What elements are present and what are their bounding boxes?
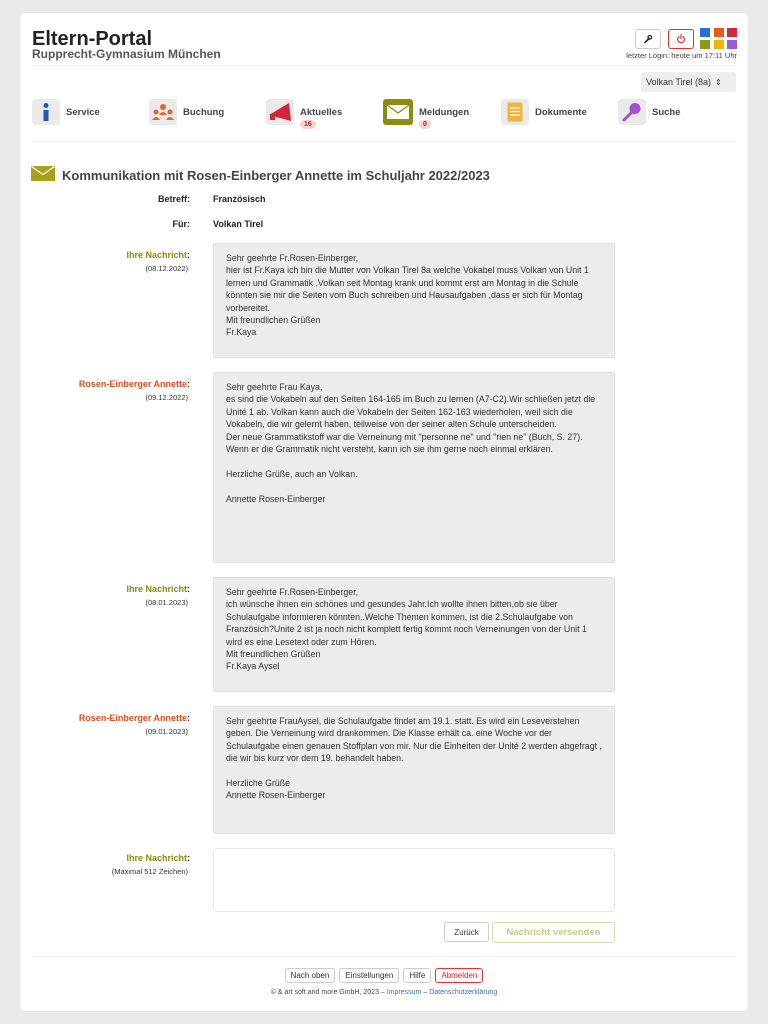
divider [32,956,736,957]
divider [32,65,736,66]
message-date: (09.12.2022) [145,393,188,402]
nav-meldungen[interactable] [383,99,469,129]
document-icon [501,99,529,125]
nav-label: Meldungen [419,107,470,118]
info-icon [32,99,60,125]
impressum-link[interactable]: Impressum [386,989,422,996]
divider [32,141,736,142]
nav-label: Aktuelles [300,107,343,118]
portal-card [20,13,748,1011]
reply-hint: (Maximal 512 Zeichen) [111,867,188,876]
subject-value: Französisch [213,194,266,204]
back-button[interactable]: Zurück [444,922,489,942]
message-sender: Ihre Nachricht: [126,250,190,260]
aktuelles-count-badge: 16 [300,120,316,129]
message-bubble: Sehr geehrte Fr.Rosen-Einberger, hier ist Fr.Kaya ich bin die Mutter von Volkan Tirel 8a welche Vokabel muss Volkan von Unit 1 lernen und Grammatik .Volkan seit Montag krank und kommt erst am Montag in die Schule könnten sie mir die Seiten vom Buch schreiben und Hausaufgaben ,dass er sich für Montag vorbereitet. Mit freundlichen Grüßen Fr.Kaya [213,243,615,358]
app-tiles-menu[interactable] [700,28,737,50]
nav-service[interactable] [32,99,100,129]
color-tile [714,40,724,49]
color-tile [727,40,737,49]
student-select-value: Volkan Tirel (8a) [646,77,712,87]
reply-textarea[interactable] [213,848,615,912]
footer-separator: – [423,989,428,996]
settings-button[interactable] [635,29,661,49]
copyright-text: © & art soft and more GmbH, 2023 – [270,989,385,996]
message-sender-name: Ihre Nachricht [126,584,187,594]
power-icon [676,34,686,44]
help-button[interactable]: Hilfe [403,968,431,983]
nav-dokumente[interactable] [501,99,587,129]
message-sender-name: Rosen-Einberger Annette [78,379,187,389]
nav-suche[interactable] [618,99,681,129]
message-sender: Rosen-Einberger Annette: [78,379,190,389]
color-tile [700,40,710,49]
app-title: Eltern-Portal [32,28,153,50]
message-bubble: Sehr geehrte Fr.Rosen-Einberger, ich wünsche ihnen ein schönes und gesundes Jahr.Ich wollte ihnen bitten,ob sie über Schulaufgabe informieren könnten..Welche Themen kommen, ist die 2.Schulaufgabe von Französich?Unite 2 ist ja noch nicht komplett fertig kommt noch Verneinungen von der Unit 1 wird es eine Lesetext oder zum Hören. Mit freundlichen Grüßen Fr.Kaya Aysel [213,577,615,692]
envelope-icon [31,166,55,186]
message-bubble: Sehr geehrte Frau Kaya, es sind die Vokabeln auf den Seiten 164-165 im Buch zu lernen (A7-C2).Wir schließen jetzt die Unité 1 ab. Volkan kann auch die Vokabeln der Seiten 162-163 wiederholen, weil sich die Vokabeln, die wir gelernt haben, teilweise von der seiner alten Schule unterscheiden. Der neue Grammatikstoff war die Verneinung mit "personne ne" und "rien ne" (Buch, S. 27). Wenn er die Grammatik nicht versteht, kann ich sie ihm gerne noch einmal erklären. Herzliche Grüße, auch an Volkan. Annette Rosen-Einberger [213,372,615,563]
message-bubble: Sehr geehrte FrauAysel, die Schulaufgabe findet am 19.1. statt. Es wird ein Leseverstehen geben. Die Verneinung wird drankommen. Die Klasse erhält ca. eine Woche vor der Schulaufgabe einen genauen Stoffplan von mir. Nur die Einheiten der Unité 2 werden abgefragt , die wir bis kurz vor dem 19. behandelt haben. Herzliche Grüße Annette Rosen-Einberger [213,706,615,834]
logout-footer-button[interactable]: Abmelden [435,968,483,983]
nav-label: Service [66,107,100,118]
people-icon [149,99,177,125]
logout-button[interactable] [668,29,694,49]
settings-footer-button[interactable]: Einstellungen [339,968,399,983]
message-sender-name: Rosen-Einberger Annette [78,713,187,723]
reply-label: Ihre Nachricht: [126,853,190,863]
megaphone-icon [266,99,294,125]
nav-buchung[interactable] [149,99,224,129]
message-sender: Ihre Nachricht: [126,584,190,594]
privacy-link[interactable]: Datenschutzerklärung [429,989,498,996]
color-tile [727,28,737,37]
subject-label: Betreff: [157,194,190,204]
message-sender-name: Ihre Nachricht [126,250,187,260]
back-to-top-button[interactable]: Nach oben [285,968,336,983]
school-name: Rupprecht-Gymnasium München [32,47,221,61]
copyright [20,989,748,996]
nav-label: Buchung [183,107,225,118]
search-icon [618,99,646,125]
wrench-icon [643,34,653,44]
recipient-value: Volkan Tirel [213,219,264,229]
envelope-icon [383,99,413,125]
chevron-updown-icon: ⇕ [715,77,722,87]
color-tile [714,28,724,37]
nav-aktuelles[interactable] [266,99,342,129]
reply-label-text: Ihre Nachricht [126,853,187,863]
message-date: (08.12.2022) [145,264,188,273]
page-title: Kommunikation mit Rosen-Einberger Annette im Schuljahr 2022/2023 [62,168,490,183]
nav-label: Suche [652,107,681,118]
send-message-button[interactable]: Nachricht versenden [492,922,615,943]
meldungen-count-badge: 0 [419,120,431,129]
message-date: (09.01.2023) [145,727,188,736]
student-select[interactable] [641,72,736,92]
last-login: letzter Login: heute um 17:11 Uhr [626,51,737,60]
color-tile [700,28,710,37]
message-sender: Rosen-Einberger Annette: [78,713,190,723]
recipient-label: Für: [172,219,190,229]
message-date: (08.01.2023) [145,598,188,607]
footer-buttons [20,968,748,983]
nav-label: Dokumente [535,107,587,118]
